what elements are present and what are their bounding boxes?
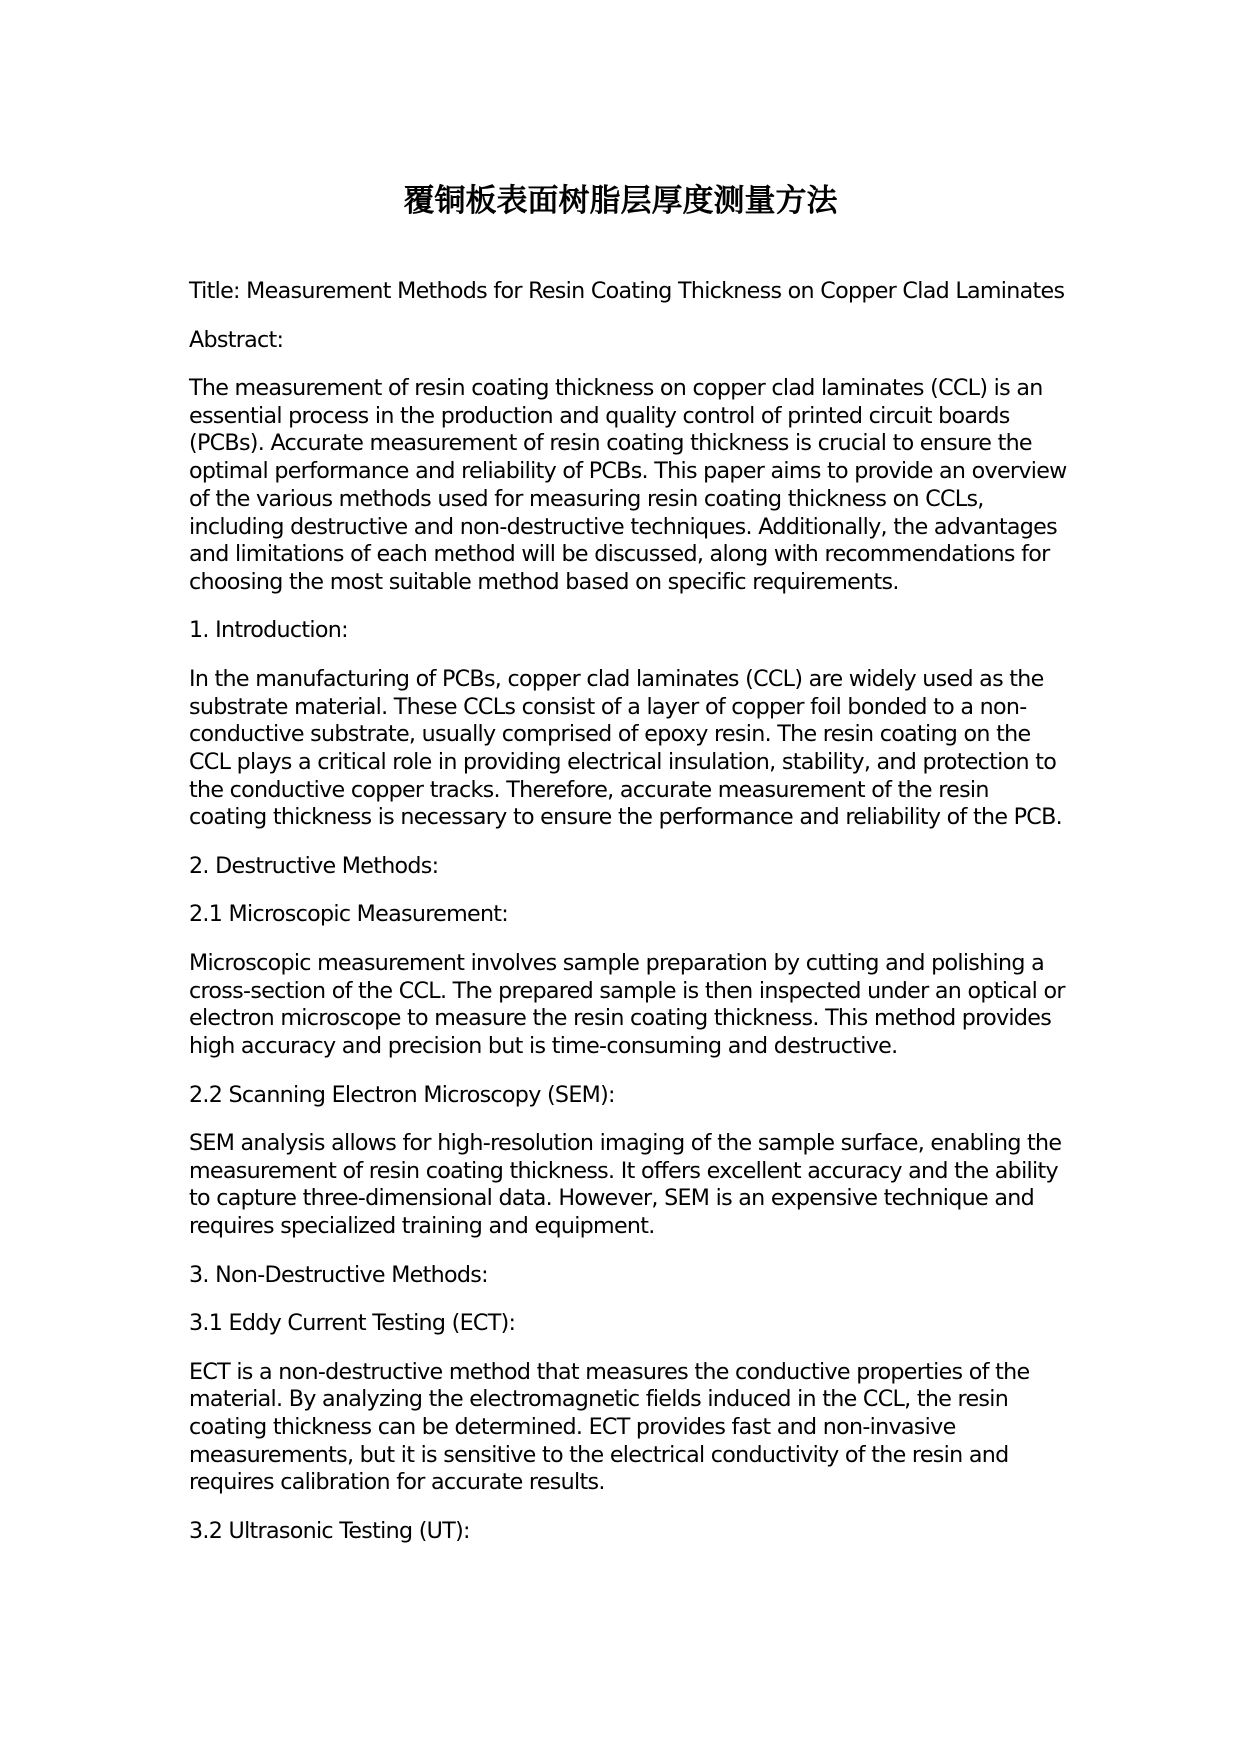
abstract-heading: Abstract:	[189, 326, 284, 353]
ect-paragraph: ECT is a non-destructive method that measures the conductive properties of the material. By analyzing the electromagnetic fields induced in the CCL, the resin coating thickness can be determined. ECT provides fast and non-invasive measurements, but it is sensitive to the electrical conductivity of the resin and requires calibration for accurate results.	[189, 1358, 1030, 1496]
abstract-paragraph: The measurement of resin coating thickness on copper clad laminates (CCL) is an essential process in the production and quality control of printed circuit boards (PCBs). Accurate measurement of resin coating thickness is crucial to ensure the optimal performance and reliability of PCBs. This paper aims to provide an overview of the various methods used for measuring resin coating thickness on CCLs, including destructive and non-destructive techniques. Additionally, the advantages and limitations of each method will be discussed, along with recommendations for choosing the most suitable method based on specific requirements.	[189, 375, 1067, 595]
ut-heading: 3.2 Ultrasonic Testing (UT):	[189, 1517, 470, 1544]
document-title: 覆铜板表面树脂层厚度测量方法	[403, 183, 838, 219]
ect-heading: 3.1 Eddy Current Testing (ECT):	[189, 1310, 516, 1337]
sem-paragraph: SEM analysis allows for high-resolution imaging of the sample surface, enabling the measurement of resin coating thickness. It offers excellent accuracy and the ability to capture three-dimensional data. However, SEM is an expensive technique and requires specialized training and equipment.	[189, 1130, 1062, 1240]
paper-title-line: Title: Measurement Methods for Resin Coating Thickness on Copper Clad Laminates	[189, 278, 1065, 304]
document-body	[189, 278, 1069, 1566]
non-destructive-methods-heading: 3. Non-Destructive Methods:	[189, 1261, 488, 1288]
sem-heading: 2.2 Scanning Electron Microscopy (SEM):	[189, 1081, 615, 1108]
microscopic-measurement-paragraph: Microscopic measurement involves sample preparation by cutting and polishing a cross-section of the CCL. The prepared sample is then inspected under an optical or electron microscope to measure the resin coating thickness. This method provides high accuracy and precision but is time-consuming and destructive.	[189, 949, 1065, 1060]
introduction-paragraph: In the manufacturing of PCBs, copper clad laminates (CCL) are widely used as the substrate material. These CCLs consist of a layer of copper foil bonded to a non-conductive substrate, usually comprised of epoxy resin. The resin coating on the CCL plays a critical role in providing electrical insulation, stability, and protection to the conductive copper tracks. Therefore, accurate measurement of the resin coating thickness is necessary to ensure the performance and reliability of the PCB.	[189, 665, 1062, 831]
introduction-heading: 1. Introduction:	[189, 617, 348, 644]
microscopic-measurement-heading: 2.1 Microscopic Measurement:	[189, 901, 509, 928]
destructive-methods-heading: 2. Destructive Methods:	[189, 852, 439, 879]
